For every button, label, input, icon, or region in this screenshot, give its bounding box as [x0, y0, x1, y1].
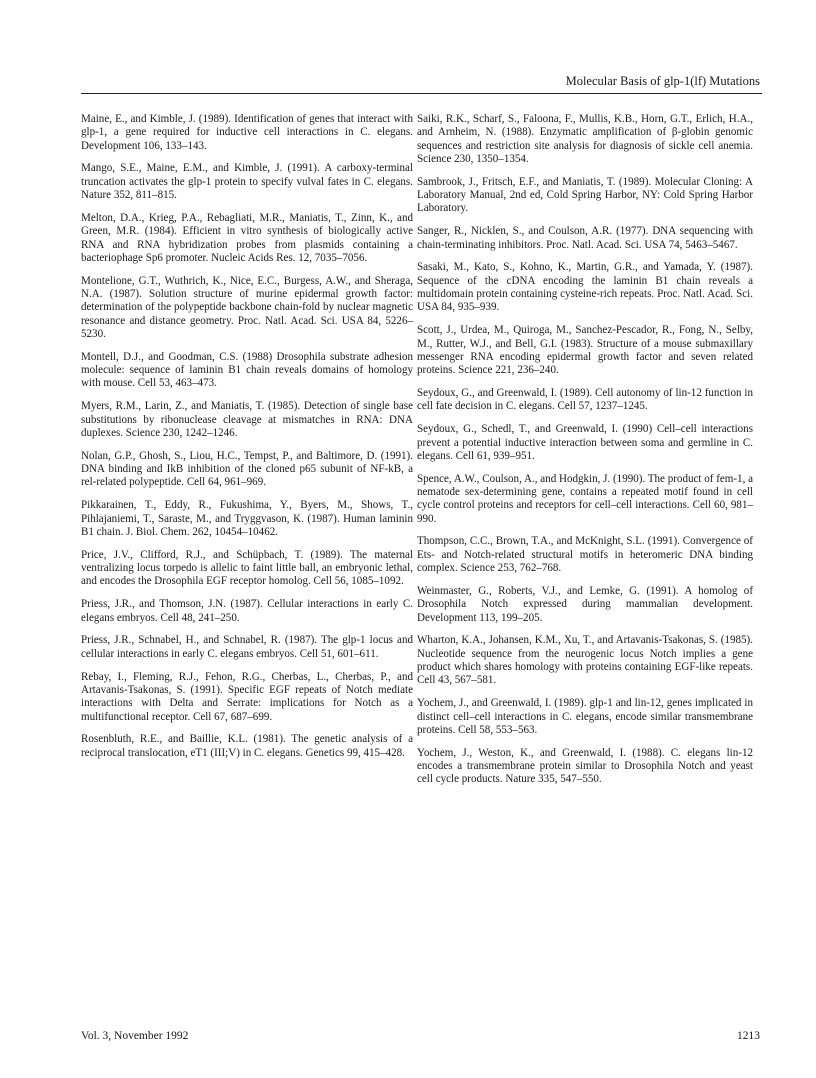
reference-item: Seydoux, G., and Greenwald, I. (1989). Cell autonomy of lin-12 function in cell fate decision in C. elegans. Cell 57, 1237–1245.	[417, 387, 753, 413]
reference-item: Saiki, R.K., Scharf, S., Faloona, F., Mullis, K.B., Horn, G.T., Erlich, H.A., and Arnheim, N. (1988). Enzymatic amplification of β-globin genomic sequences and restriction site analysis for diagnosis of sickle cell anemia. Science 230, 1350–1354.	[417, 113, 753, 165]
reference-item: Myers, R.M., Larin, Z., and Maniatis, T. (1985). Detection of single base substitutions by ribonuclease cleavage at mismatches in RNA: DNA duplexes. Science 230, 1242–1246.	[81, 400, 413, 439]
running-header: Molecular Basis of glp-1(lf) Mutations	[565, 74, 760, 88]
reference-item: Seydoux, G., Schedl, T., and Greenwald, I. (1990) Cell–cell interactions prevent a potential inductive interaction between soma and germline in C. elegans. Cell 61, 939–951.	[417, 423, 753, 462]
reference-item: Sambrook, J., Fritsch, E.F., and Maniatis, T. (1989). Molecular Cloning: A Laboratory Manual, 2nd ed, Cold Spring Harbor, NY: Cold Spring Harbor Laboratory.	[417, 175, 753, 215]
references-right-column	[417, 113, 753, 796]
reference-item: Sasaki, M., Kato, S., Kohno, K., Martin, G.R., and Yamada, Y. (1987). Sequence of the cDNA encoding the laminin B1 chain reveals a multidomain protein containing cysteine-rich repeats. Proc. Natl. Acad. Sci. USA 84, 935–939.	[417, 261, 753, 314]
reference-item: Weinmaster, G., Roberts, V.J., and Lemke, G. (1991). A homolog of Drosophila Notch expressed during mammalian development. Development 113, 199–205.	[417, 584, 753, 624]
reference-item: Melton, D.A., Krieg, P.A., Rebagliati, M.R., Maniatis, T., Zinn, K., and Green, M.R. (1984). Efficient in vitro synthesis of biologically active RNA and RNA hybridization probes from plasmids containing a bacteriophage Sp6 promoter. Nucleic Acids Res. 12, 7035–7056.	[81, 211, 413, 264]
header-rule	[81, 93, 762, 94]
footer-volume: Vol. 3, November 1992	[81, 1030, 189, 1042]
reference-item: Wharton, K.A., Johansen, K.M., Xu, T., and Artavanis-Tsakonas, S. (1985). Nucleotide sequence from the neurogenic locus Notch implies a gene product which shares homology with proteins containing EGF-like repeats. Cell 43, 567–581.	[417, 634, 753, 687]
reference-item: Scott, J., Urdea, M., Quiroga, M., Sanchez-Pescador, R., Fong, N., Selby, M., Rutter, W.J., and Bell, G.I. (1983). Structure of a mouse submaxillary messenger RNA encoding epidermal growth factor and seven related proteins. Science 221, 236–240.	[417, 324, 753, 377]
reference-item: Mango, S.E., Maine, E.M., and Kimble, J. (1991). A carboxy-terminal truncation activates the glp-1 protein to specify vulval fates in C. elegans. Nature 352, 811–815.	[81, 162, 413, 202]
references-left-column	[81, 113, 413, 770]
reference-item: Thompson, C.C., Brown, T.A., and McKnight, S.L. (1991). Convergence of Ets- and Notch-related structural motifs in heteromeric DNA binding complex. Science 253, 762–768.	[417, 535, 753, 575]
reference-item: Montell, D.J., and Goodman, C.S. (1988) Drosophila substrate adhesion molecule: sequence of laminin B1 chain reveals domains of homology with mouse. Cell 53, 463–473.	[81, 350, 413, 390]
reference-item: Rosenbluth, R.E., and Baillie, K.L. (1981). The genetic analysis of a reciprocal translocation, eT1 (III;V) in C. elegans. Genetics 99, 415–428.	[81, 733, 413, 759]
reference-item: Pikkarainen, T., Eddy, R., Fukushima, Y., Byers, M., Shows, T., Pihlajaniemi, T., Saraste, M., and Tryggvason, K. (1987). Human laminin B1 chain. J. Biol. Chem. 262, 10454–10462.	[81, 499, 413, 538]
reference-item: Yochem, J., and Greenwald, I. (1989). glp-1 and lin-12, genes implicated in distinct cell–cell interactions in C. elegans, encode similar transmembrane proteins. Cell 58, 553–563.	[417, 697, 753, 736]
reference-item: Maine, E., and Kimble, J. (1989). Identification of genes that interact with glp-1, a gene required for inductive cell interactions in C. elegans. Development 106, 133–143.	[81, 113, 413, 152]
reference-item: Priess, J.R., Schnabel, H., and Schnabel, R. (1987). The glp-1 locus and cellular interactions in early C. elegans embryos. Cell 51, 601–611.	[81, 634, 413, 660]
reference-item: Montelione, G.T., Wuthrich, K., Nice, E.C., Burgess, A.W., and Sheraga, N.A. (1987). Solution structure of murine epidermal growth factor: determination of the polypeptide backbone chain-fold by nuclear magnetic resonance and distance geometry. Proc. Natl. Acad. Sci. USA 84, 5226–5230.	[81, 274, 413, 340]
reference-item: Spence, A.W., Coulson, A., and Hodgkin, J. (1990). The product of fem-1, a nematode sex-determining gene, contains a repeated motif found in cell cycle control proteins and receptors for cell–cell interactions. Cell 60, 981–990.	[417, 472, 753, 525]
footer-page-number: 1213	[737, 1030, 760, 1042]
reference-item: Sanger, R., Nicklen, S., and Coulson, A.R. (1977). DNA sequencing with chain-terminating inhibitors. Proc. Natl. Acad. Sci. USA 74, 5463–5467.	[417, 225, 753, 251]
reference-item: Price, J.V., Clifford, R.J., and Schüpbach, T. (1989). The maternal ventralizing locus torpedo is allelic to faint little ball, an embryonic lethal, and encodes the Drosophila EGF receptor homolog. Cell 56, 1085–1092.	[81, 548, 413, 588]
reference-item: Nolan, G.P., Ghosh, S., Liou, H.C., Tempst, P., and Baltimore, D. (1991). DNA binding and IkB inhibition of the cloned p65 subunit of NF-kB, a rel-related polypeptide. Cell 64, 961–969.	[81, 449, 413, 489]
reference-item: Yochem, J., Weston, K., and Greenwald, I. (1988). C. elegans lin-12 encodes a transmembrane protein similar to Drosophila Notch and yeast cell cycle products. Nature 335, 547–550.	[417, 746, 753, 786]
reference-item: Rebay, I., Fleming, R.J., Fehon, R.G., Cherbas, L., Cherbas, P., and Artavanis-Tsakonas, S. (1991). Specific EGF repeats of Notch mediate interactions with Delta and Serrate: implications for Notch as a multifunctional receptor. Cell 67, 687–699.	[81, 670, 413, 723]
reference-item: Priess, J.R., and Thomson, J.N. (1987). Cellular interactions in early C. elegans embryos. Cell 48, 241–250.	[81, 598, 413, 624]
